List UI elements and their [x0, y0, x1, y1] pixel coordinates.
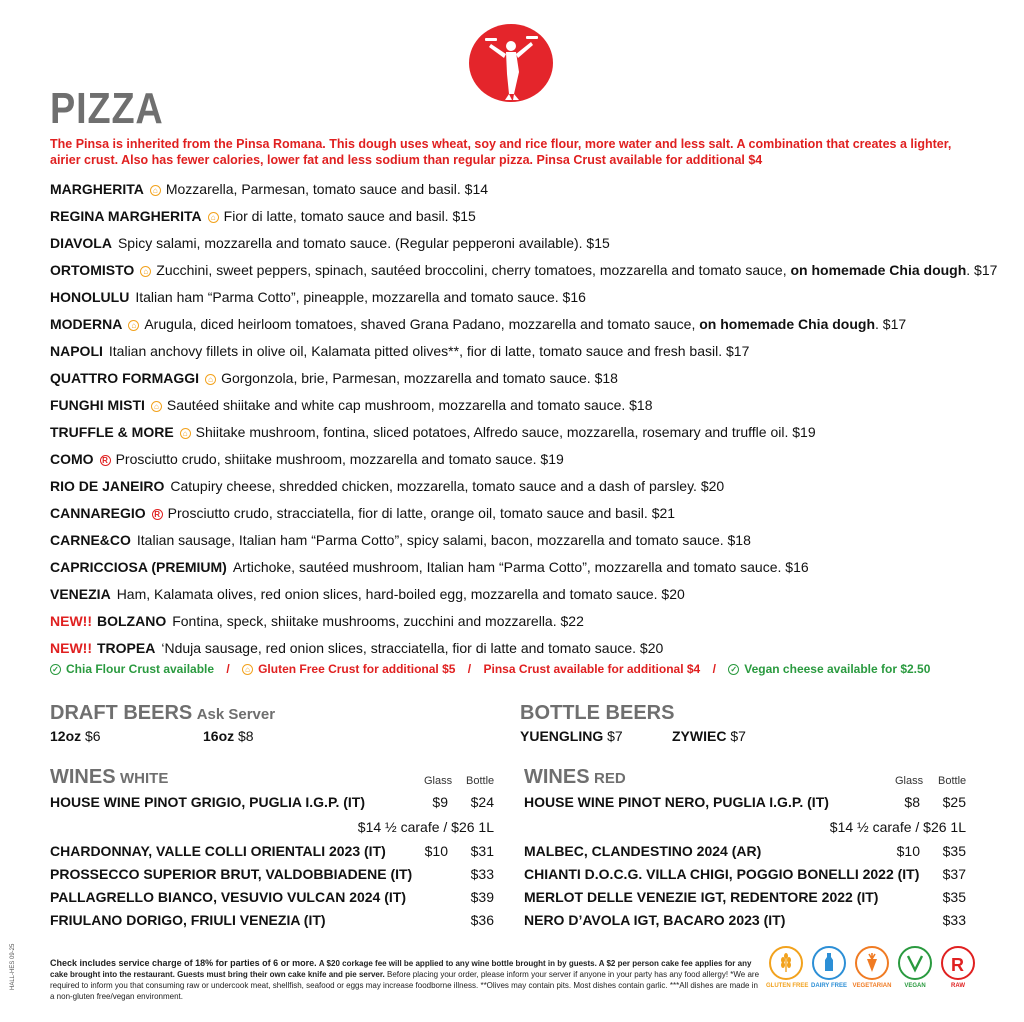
pizza-description: Shiitake mushroom, fontina, sliced potatoes, Alfredo sauce, mozzarella, rosemary and truffle oil. $19: [195, 424, 816, 440]
draft-beers-title: DRAFT BEERS: [50, 702, 193, 724]
draft-beers-heading: [50, 702, 275, 725]
pizza-name: QUATTRO FORMAGGI: [50, 370, 200, 386]
pizza-name: VENEZIA: [50, 586, 111, 602]
wine-name: FRIULANO DORIGO, FRIULI VENEZIA (IT): [50, 912, 326, 928]
pizza-description: Italian sausage, Italian ham “Parma Cotto”, spicy salami, bacon, mozzarella and tomato sauce. $18: [136, 532, 751, 548]
beer-price: $7: [730, 728, 746, 744]
chia-icon: ✓: [50, 664, 61, 675]
diet-badge-label: RAW: [951, 983, 965, 989]
wine-name: CHARDONNAY, VALLE COLLI ORIENTALI 2023 (IT): [50, 843, 386, 859]
diet-badge: [938, 946, 978, 989]
pizza-dough-note: on homemade Chia dough: [699, 316, 875, 332]
diet-badge-label: DAIRY FREE: [810, 983, 847, 989]
pizza-description: Fior di latte, tomato sauce and basil. $15: [223, 208, 476, 224]
white-carafe: $14 ½ carafe / $26 1L: [357, 819, 494, 835]
diet-badge-label: GLUTEN FREE: [766, 983, 809, 989]
pizza-item: [50, 392, 980, 419]
pizza-description: Mozzarella, Parmesan, tomato sauce and basil. $14: [165, 181, 489, 197]
wine-bottle-price: $39: [470, 889, 494, 905]
pizza-name: NAPOLI: [50, 343, 103, 359]
pizza-item: [50, 608, 980, 635]
pizza-description: Catupiry cheese, shredded chicken, mozzarella, tomato sauce and a dash of parsley. $20: [170, 478, 725, 494]
pizza-item: [50, 230, 980, 257]
separator: /: [712, 662, 716, 676]
pizza-name: FUNGHI MISTI: [50, 397, 145, 413]
pizza-item: [50, 500, 980, 527]
wine-name: NERO D’AVOLA IGT, BACARO 2023 (IT): [524, 912, 786, 928]
glass-header: Glass: [424, 775, 453, 787]
pizza-item: [50, 365, 980, 392]
diet-badge: [766, 946, 809, 989]
wine-name: PROSSECCO SUPERIOR BRUT, VALDOBBIADENE (IT): [50, 866, 413, 882]
new-badge: NEW!!: [50, 613, 92, 629]
wines-title: WINES: [524, 766, 590, 788]
pizza-item: [50, 419, 980, 446]
separator: /: [226, 662, 230, 676]
gluten-free-icon: ⌂: [180, 428, 191, 439]
wine-bottle-price: $35: [942, 843, 966, 859]
draft-price: $8: [238, 728, 254, 744]
diet-badge-label: VEGAN: [904, 983, 926, 989]
gluten-free-icon: ⌂: [150, 185, 161, 196]
separator: /: [467, 662, 472, 676]
leaf-icon: [898, 946, 932, 980]
crust-notes: [50, 662, 930, 676]
pizza-name: REGINA MARGHERITA: [50, 208, 202, 224]
draft-beers-sub: Ask Server: [196, 706, 276, 723]
gluten-free-icon: ⌂: [208, 212, 219, 223]
bottle-yuengling: [520, 728, 623, 744]
restaurant-logo: [469, 24, 553, 102]
footer-disclaimer: [50, 958, 760, 1002]
pizza-name: CARNE&CO: [50, 532, 131, 548]
pizza-description: Fontina, speck, shiitake mushrooms, zucchini and mozzarella. $22: [172, 613, 584, 629]
wines-sub: RED: [594, 770, 626, 787]
pizza-name: ORTOMISTO: [50, 262, 135, 278]
page-title: PIZZA: [50, 84, 164, 133]
pizza-name: CANNAREGIO: [50, 505, 146, 521]
pizza-description: Sautéed shiitake and white cap mushroom, mozzarella and tomato sauce. $18: [166, 397, 653, 413]
service-charge-note: Check includes service charge of 18% for parties of 6 or more.: [50, 958, 317, 968]
new-badge: NEW!!: [50, 640, 92, 656]
gluten-free-icon: ⌂: [140, 266, 151, 277]
red-wines-heading: [524, 766, 626, 789]
pizza-item: [50, 527, 980, 554]
red-house-glass: $8: [904, 794, 920, 810]
beer-price: $7: [607, 728, 623, 744]
draft-size: 16oz: [203, 728, 235, 744]
wine-bottle-price: $31: [470, 843, 494, 859]
pizza-item: [50, 284, 980, 311]
bottle-header: Bottle: [938, 775, 967, 787]
diet-badge-label: VEGETARIAN: [852, 983, 892, 989]
beer-name: YUENGLING: [520, 728, 604, 744]
wines-sub: WHITE: [120, 770, 169, 787]
pizza-description: Prosciutto crudo, shiitake mushroom, mozzarella and tomato sauce. $19: [115, 451, 564, 467]
gluten-free-icon: ⌂: [128, 320, 139, 331]
vegan-icon: ✓: [728, 664, 739, 675]
draft-size: 12oz: [50, 728, 82, 744]
gluten-free-icon: ⌂: [205, 374, 216, 385]
raw-letter: R: [951, 955, 964, 975]
wine-name: MERLOT DELLE VENEZIE IGT, REDENTORE 2022 (IT): [524, 889, 879, 905]
pizza-description: Arugula, diced heirloom tomatoes, shaved Grana Padano, mozzarella and tomato sauce,: [144, 316, 696, 332]
pizza-description: ‘Nduja sausage, red onion slices, stracciatella, fior di latte and tomato sauce. $20: [161, 640, 664, 656]
pizza-item: [50, 338, 980, 365]
wine-bottle-price: $35: [942, 889, 966, 905]
wine-bottle-price: $33: [942, 912, 966, 928]
chia-note: Chia Flour Crust available: [66, 662, 215, 676]
pizza-description: Italian anchovy fillets in olive oil, Kalamata pitted olives**, fior di latte, tomato sauce and fresh basil. $17: [108, 343, 750, 359]
gluten-free-icon: ⌂: [151, 401, 162, 412]
wine-name: CHIANTI D.O.C.G. VILLA CHIGI, POGGIO BONELLI 2022 (IT): [524, 866, 920, 882]
bottle-zywiec: [672, 728, 746, 744]
white-house-bottle: $24: [470, 794, 494, 810]
bottle-beers-heading: [520, 702, 674, 725]
print-code: HALL-HES 09-25: [10, 943, 16, 990]
wine-glass-price: $10: [896, 843, 920, 859]
corkage-note: A $20 corkage fee will be applied to any wine bottle brought in by guests. A $2 per person cake fee applies for any cake brought into the restaurant. Guests must bring their own cake knife and pie server.: [50, 959, 752, 979]
pizza-description: Artichoke, sautéed mushroom, Italian ham “Parma Cotto”, mozzarella and tomato sauce. $16: [232, 559, 809, 575]
draft-16oz: [203, 728, 254, 744]
pizza-name: BOLZANO: [97, 613, 167, 629]
white-house-glass: $9: [432, 794, 448, 810]
pizza-name: HONOLULU: [50, 289, 130, 305]
red-house-name: HOUSE WINE PINOT NERO, PUGLIA I.G.P. (IT): [524, 794, 829, 810]
pizza-item: [50, 635, 980, 662]
wine-name: PALLAGRELLO BIANCO, VESUVIO VULCAN 2024 (IT): [50, 889, 406, 905]
pizza-dough-note: on homemade Chia dough: [790, 262, 967, 278]
pizza-item: [50, 554, 980, 581]
diet-badge: [809, 946, 849, 989]
pinsa-note: Pinsa Crust available for additional $4: [483, 662, 701, 676]
gluten-free-note: Gluten Free Crust for additional $5: [258, 662, 456, 676]
pizza-name: DIAVOLA: [50, 235, 112, 251]
wine-bottle-price: $37: [942, 866, 966, 882]
pizza-list: [50, 176, 998, 662]
draft-price: $6: [85, 728, 101, 744]
allergy-note: Before placing your order, please inform your server if anyone in your party has any food allergy! *We are required to inform you that consuming raw or undercook meat, shellfish, seafood or eggs may increase foodborne illness. **Olives may contain pits. Most dishes contain garlic. ***All dishes are made in a non-gluten free/vegan environment.: [50, 970, 760, 1001]
carrot-icon: [855, 946, 889, 980]
pizza-item: [50, 581, 980, 608]
milk-bottle-icon: [812, 946, 846, 980]
draft-12oz: [50, 728, 101, 744]
wine-glass-price: $10: [424, 843, 448, 859]
bottle-header: Bottle: [466, 775, 495, 787]
red-carafe: $14 ½ carafe / $26 1L: [829, 819, 966, 835]
diet-badge: [852, 946, 892, 989]
pizza-description: Prosciutto crudo, stracciatella, fior di latte, orange oil, tomato sauce and basil. $21: [167, 505, 676, 521]
pizza-item: [50, 473, 980, 500]
bottle-beers-title: BOTTLE BEERS: [520, 702, 675, 724]
wines-title: WINES: [50, 766, 116, 788]
pizza-item: [50, 446, 980, 473]
pizza-name: MARGHERITA: [50, 181, 144, 197]
pizza-price: . $17: [875, 316, 907, 332]
gluten-free-icon: ⌂: [242, 664, 253, 675]
glass-header: Glass: [895, 775, 924, 787]
pizza-item: [50, 176, 980, 203]
pizza-name: TROPEA: [97, 640, 156, 656]
vegan-note: Vegan cheese available for $2.50: [744, 662, 931, 676]
pizza-name: CAPRICCIOSA (PREMIUM): [50, 559, 227, 575]
wine-name: MALBEC, CLANDESTINO 2024 (AR): [524, 843, 762, 859]
red-house-bottle: $25: [942, 794, 966, 810]
pizza-description: Ham, Kalamata olives, red onion slices, hard-boiled egg, mozzarella and tomato sauce. $20: [116, 586, 685, 602]
pinsa-intro: The Pinsa is inherited from the Pinsa Romana. This dough uses wheat, soy and rice flour, more water and less salt. A combination that creates a lighter, airier crust. Also has fewer calories, lower fat and less sodium than regular pizza. Pinsa Crust available for additional $4: [50, 137, 952, 167]
pizza-description: Italian ham “Parma Cotto”, pineapple, mozzarella and tomato sauce. $16: [135, 289, 586, 305]
white-house-name: HOUSE WINE PINOT GRIGIO, PUGLIA I.G.P. (IT): [50, 794, 366, 810]
pizza-item: [50, 257, 998, 284]
raw-r-icon: [941, 946, 975, 980]
pizza-name: TRUFFLE & MORE: [50, 424, 174, 440]
raw-icon: R: [100, 455, 111, 466]
pizza-price: . $17: [966, 262, 998, 278]
pizza-name: MODERNA: [50, 316, 123, 332]
wine-bottle-price: $33: [470, 866, 494, 882]
wine-bottle-price: $36: [470, 912, 494, 928]
white-wines-heading: [50, 766, 168, 789]
pizza-item: [50, 311, 980, 338]
pizza-name: RIO DE JANEIRO: [50, 478, 165, 494]
diet-badge: [895, 946, 935, 989]
raw-icon: R: [152, 509, 163, 520]
pizza-item: [50, 203, 980, 230]
pizza-name: COMO: [50, 451, 94, 467]
pizza-description: Gorgonzola, brie, Parmesan, mozzarella and tomato sauce. $18: [221, 370, 618, 386]
pizza-description: Spicy salami, mozzarella and tomato sauce. (Regular pepperoni available). $15: [117, 235, 610, 251]
pizza-description: Zucchini, sweet peppers, spinach, sautéed broccolini, cherry tomatoes, mozzarella and tomato sauce,: [156, 262, 787, 278]
beer-name: ZYWIEC: [672, 728, 727, 744]
wheat-icon: [769, 946, 803, 980]
